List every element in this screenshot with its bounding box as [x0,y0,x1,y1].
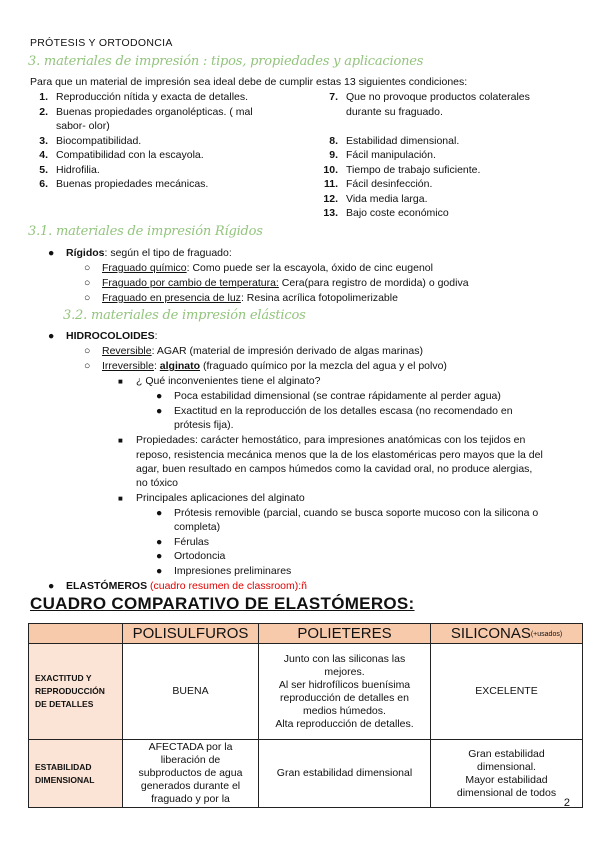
rigidos-item: ● Rígidos: según el tipo de fraguado: [48,247,232,259]
section-3-2-title: 3.2. materiales de impresión elásticos [63,308,306,323]
intro-text: Para que un material de impresión sea ideal debe de cumplir estas 13 siguientes condiciones: [30,76,468,88]
conditions-left-list [30,90,253,192]
elastomeros-item: ● ELASTÓMEROS (cuadro resumen de classroom):ñ [48,580,307,592]
condition-item: 1. Reproducción nítida y exacta de detalles. [39,91,249,103]
comparison-table [28,623,583,808]
bullet-dot-icon: ● [48,580,55,592]
comparison-title: CUADRO COMPARATIVO DE ELASTÓMEROS: [30,594,415,613]
reversible-item: ○ Reversible: AGAR (material de impresión derivado de algas marinas) [84,345,423,357]
question-subitem-cont: prótesis fija). [174,419,234,431]
bullet-dot-icon: ● [156,565,163,577]
row-header: ESTABILIDAD DIMENSIONAL [29,740,123,808]
condition-item: 10. Tiempo de trabajo suficiente. [323,163,481,176]
table-header-polisulfuros: POLISULFUROS [123,624,259,644]
bullet-square-icon: ■ [118,377,123,386]
question-subitem: ● Poca estabilidad dimensional (se contrae rápidamente al perder agua) [156,390,501,402]
table-cell: EXCELENTE [431,644,583,740]
hidrocoloides-item: ● HIDROCOLOIDES: [48,330,158,342]
table-cell: Gran estabilidad dimensional [259,740,431,808]
bullet-circle-icon: ○ [84,277,91,289]
bullet-dot-icon: ● [156,507,163,519]
table-row [29,740,583,808]
bullet-dot-icon: ● [156,390,163,402]
propiedades-line: agar, buen resultado en campos húmedos como la cavidad oral, no produce alergias, [136,463,533,475]
condition-item: 5. Hidrofilia. [39,163,100,176]
aplicaciones-subitem: ● Impresiones preliminares [156,565,292,577]
condition-item: 4. Compatibilidad con la escayola. [39,149,204,161]
condition-item: 13. Bajo coste económico [323,207,449,219]
table-cell: AFECTADA por la liberación de subproductos de agua generados durante el fraguado y por la [123,740,259,808]
aplicaciones-subitem: ● Prótesis removible (parcial, cuando se busca soporte mucoso con la silicona o [156,507,539,519]
bullet-circle-icon: ○ [84,345,91,357]
bullet-circle-icon: ○ [84,292,91,304]
table-header-siliconas: SILICONAS(+usados) [431,624,583,644]
condition-item: 12. Vida media larga. [323,192,428,205]
propiedades-item: ■ Propiedades: carácter hemostático, para impresiones anatómicas con los tejidos en [118,433,525,449]
rigidos-subitem: ○ Fraguado químico: Como puede ser la escayola, óxido de cinc eugenol [84,262,433,274]
question-subitem: ● Exactitud en la reproducción de los detalles escasa (no recomendado en [156,405,513,417]
propiedades-line: no tóxico [136,477,179,489]
bullet-dot-icon: ● [48,330,55,342]
table-cell: Junto con las siliconas las mejores. Al ser hidrofílicos buenísima reproducción de detalles en medios húmedos. Alta reproducción de detalles. [259,644,431,740]
bullet-square-icon: ■ [118,494,123,503]
condition-item: 8. Estabilidad dimensional. [329,134,460,147]
table-header-polieteres: POLIETERES [259,624,431,644]
table-header-empty [29,624,123,644]
aplicaciones-subitem: ● Férulas [156,536,210,548]
condition-item: 6. Buenas propiedades mecánicas. [39,178,209,190]
conditions-right-list [320,90,530,221]
bullet-square-icon: ■ [118,436,123,445]
question-item: ■ ¿ Qué inconvenientes tiene el alginato? [118,374,320,390]
aplicaciones-item: ■ Principales aplicaciones del alginato [118,491,305,507]
condition-item: 7. Que no provoque productos colaterales durante su fraguado. [329,91,530,118]
row-header: EXACTITUD Y REPRODUCCIÓN DE DETALLES [29,644,123,740]
page-number: 2 [563,797,570,809]
table-cell: Gran estabilidad dimensional. Mayor estabilidad dimensional de todos [431,740,583,808]
propiedades-line: reposo, resistencia mecánica menos que la de los elastoméricas pero mayos que la del [136,449,543,461]
page-header: PRÓTESIS Y ORTODONCIA [30,37,173,49]
condition-item: 3. Biocompatibilidad. [39,134,142,147]
bullet-dot-icon: ● [48,247,55,259]
aplicaciones-subitem: ● Ortodoncia [156,550,226,562]
section-3-1-title: 3.1. materiales de impresión Rígidos [28,224,263,239]
bullet-dot-icon: ● [156,405,163,417]
bullet-dot-icon: ● [156,536,163,548]
condition-item: 2. Buenas propiedades organolépticas. ( mal sabor- olor) [39,105,253,132]
bullet-circle-icon: ○ [84,262,91,274]
condition-item: 11. Fácil desinfección. [323,178,433,190]
irreversible-item: ○ Irreversible: alginato (fraguado químico por la mezcla del agua y el polvo) [84,360,447,372]
table-cell: BUENA [123,644,259,740]
section-3-title: 3. materiales de impresión : tipos, propiedades y aplicaciones [28,54,424,69]
aplicaciones-subitem-cont: completa) [174,521,221,533]
bullet-dot-icon: ● [156,550,163,562]
table-row [29,644,583,740]
rigidos-subitem: ○ Fraguado en presencia de luz: Resina acrílica fotopolimerizable [84,292,398,304]
rigidos-subitem: ○ Fraguado por cambio de temperatura: Cera(para registro de mordida) o godiva [84,277,469,289]
condition-item: 9. Fácil manipulación. [329,149,436,161]
bullet-circle-icon: ○ [84,360,91,372]
table-header-row [29,624,583,644]
